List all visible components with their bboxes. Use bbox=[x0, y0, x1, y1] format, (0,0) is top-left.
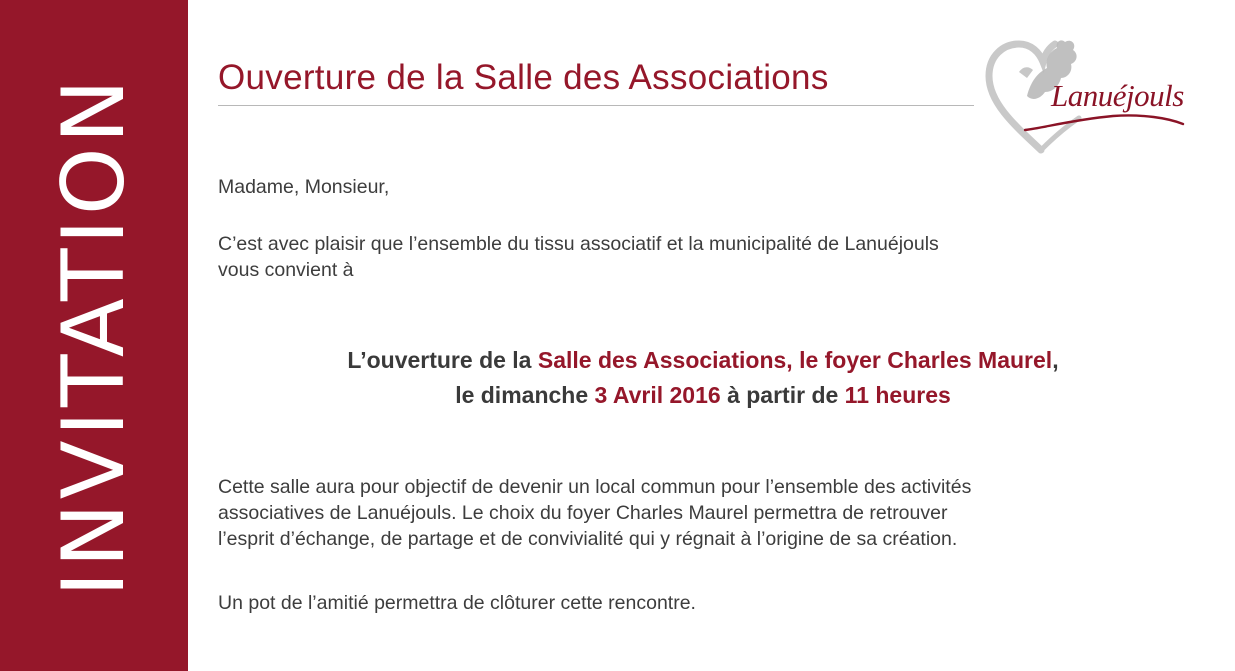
invitation-vertical-label: INVITATION bbox=[44, 75, 144, 597]
event-line2-prefix: le dimanche bbox=[455, 382, 595, 408]
page-title: Ouverture de la Salle des Associations bbox=[218, 58, 829, 97]
event-date: 3 Avril 2016 bbox=[594, 382, 721, 408]
logo-wordmark: Lanuéjouls bbox=[1051, 78, 1184, 113]
body-line-2: associatives de Lanuéjouls. Le choix du foyer Charles Maurel permettra de retrouver bbox=[218, 502, 948, 524]
body-paragraph bbox=[218, 474, 971, 552]
body-line-1: Cette salle aura pour objectif de devenir un local commun pour l’ensemble des activités bbox=[218, 476, 972, 498]
greeting-text: Madame, Monsieur, bbox=[218, 176, 390, 198]
invitation-side-band bbox=[0, 0, 188, 671]
body-line-3: l’esprit d’échange, de partage et de convivialité qui y régnait à l’origine de sa création. bbox=[218, 528, 958, 550]
event-line1-suffix: , bbox=[1052, 347, 1059, 373]
closing-text: Un pot de l’amitié permettra de clôturer cette rencontre. bbox=[218, 592, 696, 614]
intro-paragraph bbox=[218, 231, 939, 283]
intro-line-1: C’est avec plaisir que l’ensemble du tissu associatif et la municipalité de Lanuéjouls bbox=[218, 233, 939, 255]
title-divider bbox=[218, 105, 974, 106]
intro-line-2: vous convient à bbox=[218, 259, 354, 281]
event-place: Salle des Associations, le foyer Charles Maurel bbox=[537, 347, 1053, 373]
event-announcement bbox=[218, 343, 1188, 413]
event-line1-prefix: L’ouverture de la bbox=[347, 347, 538, 373]
event-line2-middle: à partir de bbox=[720, 382, 845, 408]
event-time: 11 heures bbox=[844, 382, 951, 408]
lanuejouls-logo bbox=[983, 32, 1188, 154]
